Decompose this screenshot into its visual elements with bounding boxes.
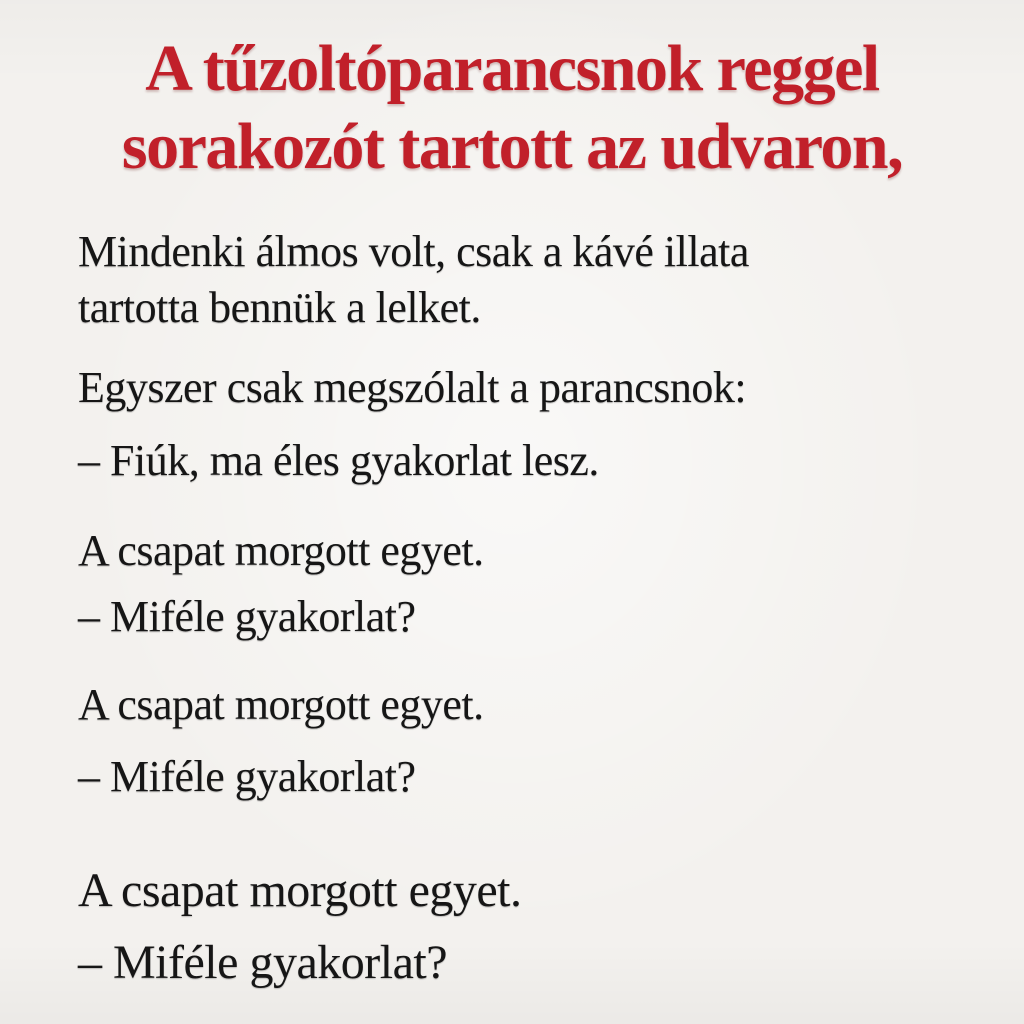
story-paragraph: Mindenki álmos volt, csak a kávé illata tartotta bennük a lelket.	[78, 226, 749, 332]
dialogue-line: – Miféle gyakorlat?	[78, 935, 448, 989]
dialogue-line: – Miféle gyakorlat?	[78, 751, 416, 801]
story-paragraph: Egyszer csak megszólalt a parancsnok:	[78, 362, 747, 412]
page-title: A tűzoltóparancsnok reggel sorakozót tartott az udvaron,	[121, 32, 903, 183]
dialogue-line: – Fiúk, ma éles gyakorlat lesz.	[78, 436, 599, 486]
story-paragraph: A csapat morgott egyet.	[78, 863, 522, 917]
dialogue-line: – Miféle gyakorlat?	[78, 592, 416, 642]
story-body	[0, 224, 900, 993]
story-paragraph: A csapat morgott egyet.	[78, 526, 484, 576]
story-paragraph: A csapat morgott egyet.	[78, 680, 484, 729]
